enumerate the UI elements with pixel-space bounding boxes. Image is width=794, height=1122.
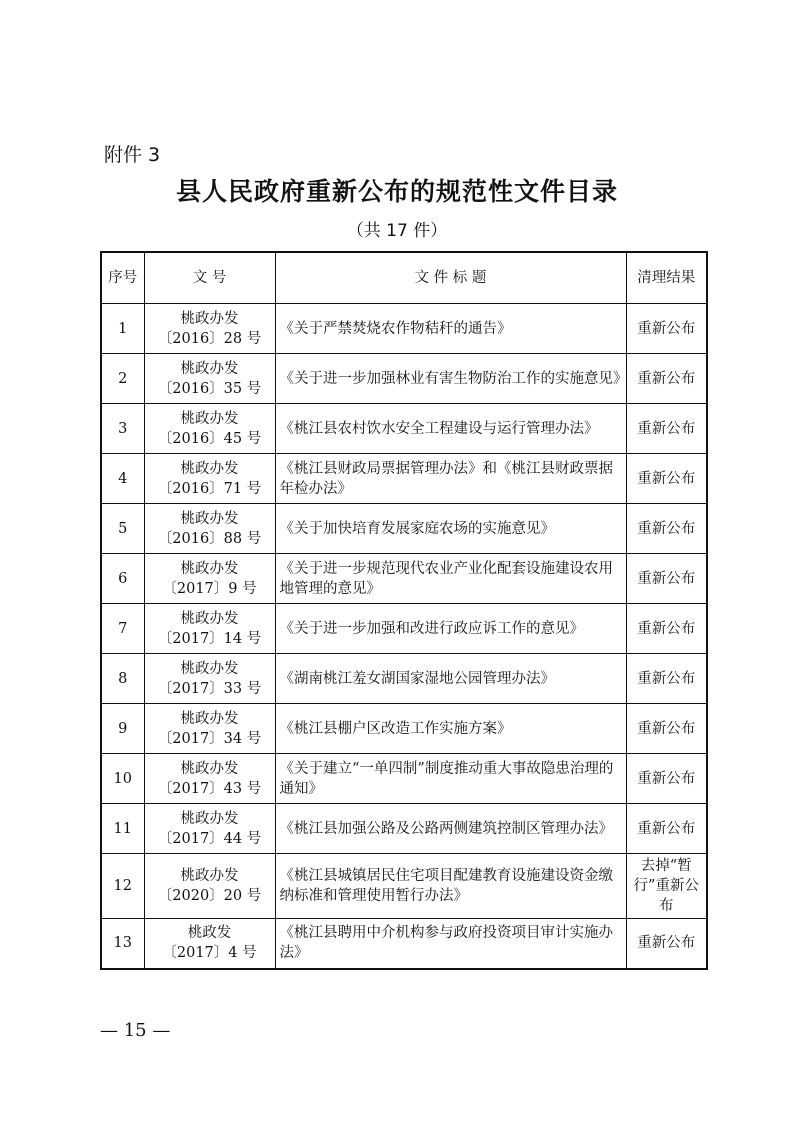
row-doc-number <box>144 854 275 919</box>
row-result: 重新公布 <box>626 804 707 854</box>
doc-number-line2: 〔2020〕20 号 <box>157 888 262 904</box>
table-row <box>101 554 707 604</box>
row-number: 3 <box>101 404 144 454</box>
row-number: 6 <box>101 554 144 604</box>
row-number: 9 <box>101 704 144 754</box>
doc-number-line1: 桃政办发 <box>180 868 239 884</box>
table-body <box>101 304 707 969</box>
table-header-row <box>101 252 707 304</box>
row-result: 重新公布 <box>626 754 707 804</box>
table-row <box>101 354 707 404</box>
doc-number-line2: 〔2017〕34 号 <box>157 730 262 747</box>
row-number: 4 <box>101 454 144 504</box>
row-result: 重新公布 <box>626 304 707 354</box>
doc-number-line2: 〔2017〕4 号 <box>162 945 257 962</box>
row-doc-title: 《桃江县财政局票据管理办法》和《桃江县财政票据年检办法》 <box>275 454 626 504</box>
table-row <box>101 919 707 969</box>
row-result: 重新公布 <box>626 919 707 969</box>
doc-number-line1: 桃政办发 <box>180 660 239 677</box>
doc-number-line1: 桃政发 <box>187 925 232 942</box>
doc-number-line2: 〔2016〕45 号 <box>157 430 262 447</box>
row-number: 8 <box>101 654 144 704</box>
row-doc-title: 《湖南桃江羞女湖国家湿地公园管理办法》 <box>275 654 626 704</box>
row-doc-number <box>144 404 275 454</box>
row-doc-title: 《关于加快培育发展家庭农场的实施意见》 <box>275 504 626 554</box>
row-doc-title: 《关于建立“一单四制”制度推动重大事故隐患治理的通知》 <box>275 754 626 804</box>
row-doc-number <box>144 654 275 704</box>
row-doc-title: 《桃江县棚户区改造工作实施方案》 <box>275 704 626 754</box>
row-doc-number <box>144 554 275 604</box>
doc-number-line1: 桃政办发 <box>180 410 239 427</box>
header-doc-title: 文 件 标 题 <box>275 252 626 304</box>
row-result: 重新公布 <box>626 604 707 654</box>
row-doc-number <box>144 604 275 654</box>
row-number: 12 <box>101 854 144 919</box>
doc-number-line1: 桃政办发 <box>180 360 239 377</box>
row-result: 重新公布 <box>626 554 707 604</box>
doc-number-line1: 桃政办发 <box>180 460 239 477</box>
doc-number-line2: 〔2017〕14 号 <box>157 630 262 647</box>
document-table <box>100 251 708 970</box>
table-row <box>101 604 707 654</box>
row-doc-title: 《关于进一步加强林业有害生物防治工作的实施意见》 <box>275 354 626 404</box>
row-result: 重新公布 <box>626 404 707 454</box>
row-doc-number <box>144 754 275 804</box>
table-row <box>101 504 707 554</box>
row-doc-title: 《桃江县加强公路及公路两侧建筑控制区管理办法》 <box>275 804 626 854</box>
row-doc-number <box>144 304 275 354</box>
row-doc-title: 《关于进一步加强和改进行政应诉工作的意见》 <box>275 604 626 654</box>
document-title: 县人民政府重新公布的规范性文件目录 <box>175 177 618 206</box>
row-doc-number <box>144 454 275 504</box>
table-row <box>101 404 707 454</box>
row-number: 5 <box>101 504 144 554</box>
doc-number-line1: 桃政办发 <box>180 510 239 527</box>
doc-number-line1: 桃政办发 <box>180 810 239 827</box>
row-doc-number <box>144 919 275 969</box>
table-row <box>101 454 707 504</box>
row-result: 去掉“暂行”重新公布 <box>626 854 707 919</box>
header-doc-no: 文 号 <box>144 252 275 304</box>
table-row <box>101 854 707 919</box>
row-doc-title: 《关于进一步规范现代农业产业化配套设施建设农用地管理的意见》 <box>275 554 626 604</box>
header-no: 序号 <box>101 252 144 304</box>
row-doc-number <box>144 354 275 404</box>
attachment-label: 附件 3 <box>104 144 161 166</box>
doc-number-line1: 桃政办发 <box>180 710 239 727</box>
row-result: 重新公布 <box>626 654 707 704</box>
doc-number-line1: 桃政办发 <box>180 560 239 577</box>
doc-number-line2: 〔2016〕71 号 <box>157 480 262 497</box>
table-row <box>101 804 707 854</box>
row-number: 11 <box>101 804 144 854</box>
row-number: 2 <box>101 354 144 404</box>
doc-number-line2: 〔2017〕43 号 <box>157 780 262 797</box>
page-number: — 15 — <box>100 1020 171 1041</box>
table-row <box>101 654 707 704</box>
doc-number-line2: 〔2017〕44 号 <box>157 830 262 847</box>
table-row <box>101 704 707 754</box>
row-doc-number <box>144 704 275 754</box>
row-doc-title: 《桃江县城镇居民住宅项目配建教育设施建设资金缴纳标准和管理使用暂行办法》 <box>275 854 626 919</box>
row-doc-title: 《桃江县聘用中介机构参与政府投资项目审计实施办法》 <box>275 919 626 969</box>
table-row <box>101 754 707 804</box>
row-number: 10 <box>101 754 144 804</box>
row-number: 7 <box>101 604 144 654</box>
doc-number-line1: 桃政办发 <box>180 310 239 327</box>
row-result: 重新公布 <box>626 504 707 554</box>
row-doc-number <box>144 504 275 554</box>
header-result: 清理结果 <box>626 252 707 304</box>
row-doc-title: 《桃江县农村饮水安全工程建设与运行管理办法》 <box>275 404 626 454</box>
row-doc-title: 《关于严禁焚烧农作物秸秆的通告》 <box>275 304 626 354</box>
document-subtitle: （共 17 件） <box>346 221 448 241</box>
table-row <box>101 304 707 354</box>
row-number: 13 <box>101 919 144 969</box>
doc-number-line2: 〔2016〕35 号 <box>157 380 262 397</box>
row-result: 重新公布 <box>626 454 707 504</box>
row-number: 1 <box>101 304 144 354</box>
row-result: 重新公布 <box>626 704 707 754</box>
doc-number-line1: 桃政办发 <box>180 610 239 627</box>
row-doc-number <box>144 804 275 854</box>
doc-number-line2: 〔2016〕28 号 <box>157 330 262 347</box>
row-result: 重新公布 <box>626 354 707 404</box>
doc-number-line2: 〔2017〕33 号 <box>157 680 262 697</box>
doc-number-line1: 桃政办发 <box>180 760 239 777</box>
doc-number-line2: 〔2016〕88 号 <box>157 530 262 547</box>
doc-number-line2: 〔2017〕9 号 <box>162 580 257 597</box>
